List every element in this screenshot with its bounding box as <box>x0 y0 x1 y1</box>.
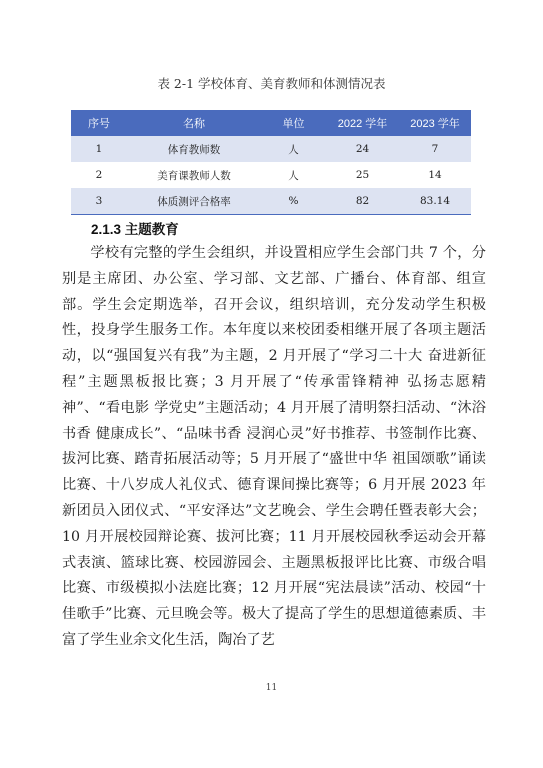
header-name: 名称 <box>127 110 261 136</box>
header-2022: 2022 学年 <box>326 110 399 136</box>
stats-table <box>71 110 471 215</box>
cell-name: 体质测评合格率 <box>127 188 261 215</box>
header-2023: 2023 学年 <box>399 110 471 136</box>
table-caption: 表 2-1 学校体育、美育教师和体测情况表 <box>157 76 386 91</box>
paragraph-text: 学校有完整的学生会组织，并设置相应学生会部门共 7 个，分别是主席团、办公室、学习部、文艺部、广播台、体育部、组宣部。学生会定期选举，召开会议，组织培训，充分发动学生积极性，投身学生服务工作。本年度以来校团委相继开展了各项主题活动，以“强国复兴有我”为主题，2 月开展了“学习二十大 奋进新征程”主题黑板报比赛；3 月开展了“传承雷锋精神 弘扬志愿精神”、“看电影 学党史”主题活动；4 月开展了清明祭扫活动、“沐浴书香 健康成长”、“品味书香 浸润心灵”好书推荐、书签制作比赛、拔河比赛、踏青拓展活动等；5 月开展了“盛世中华 祖国颂歌”诵读比赛、十八岁成人礼仪式、德育课间操比赛等；6 月开展 2023 年新团员入团仪式、“平安泽达”文艺晚会、学生会聘任暨表彰大会；10 月开展校园辩论赛、拔河比赛；11 月开展校园秋季运动会开幕式表演、篮球比赛、校园游园会、主题黑板报评比比赛、市级合唱比赛、市级模拟小法庭比赛；12 月开展“宪法晨读”活动、校园“十佳歌手”比赛、元旦晚会等。极大了提高了学生的思想道德素质、丰富了学生业余文化生活，陶冶了艺 <box>62 245 486 648</box>
header-unit: 单位 <box>261 110 326 136</box>
cell-name: 美育课教师人数 <box>127 162 261 188</box>
cell-index: 1 <box>71 136 127 162</box>
page-number: 11 <box>265 683 278 693</box>
table-header-row <box>71 110 471 136</box>
header-index: 序号 <box>71 110 127 136</box>
table-row <box>71 136 471 162</box>
section-heading: 2.1.3 主题教育 <box>91 222 179 237</box>
cell-2022: 82 <box>326 188 399 215</box>
cell-index: 2 <box>71 162 127 188</box>
cell-2023: 83.14 <box>399 188 471 215</box>
body-paragraph <box>62 241 486 654</box>
table-row <box>71 188 471 215</box>
cell-unit: 人 <box>261 136 326 162</box>
cell-unit: % <box>261 188 326 215</box>
cell-2023: 7 <box>399 136 471 162</box>
cell-name: 体育教师数 <box>127 136 261 162</box>
cell-2022: 25 <box>326 162 399 188</box>
cell-2022: 24 <box>326 136 399 162</box>
cell-2023: 14 <box>399 162 471 188</box>
cell-unit: 人 <box>261 162 326 188</box>
cell-index: 3 <box>71 188 127 215</box>
table-row <box>71 162 471 188</box>
